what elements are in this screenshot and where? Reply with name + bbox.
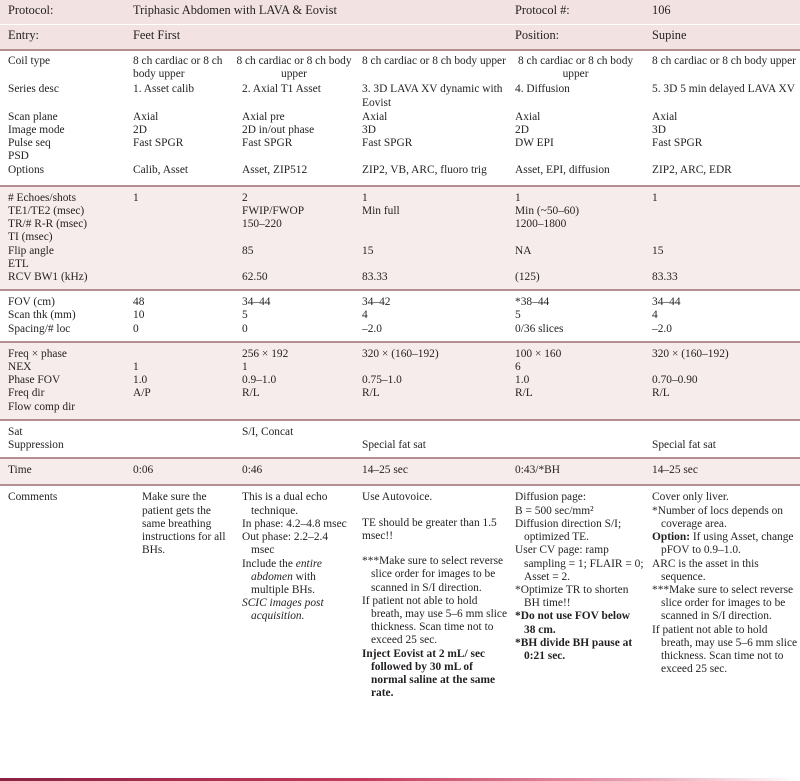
row-te: [0, 205, 800, 218]
cell: 1: [354, 186, 507, 205]
cell: –2.0: [644, 323, 800, 342]
cell: 0:43/*BH: [507, 458, 644, 485]
cell: 83.33: [644, 271, 800, 290]
cell: 0: [234, 323, 354, 342]
comment-text: *Do not use FOV below 38 cm.: [515, 610, 630, 636]
cell: 0.9–1.0: [234, 374, 354, 387]
cell: 5: [234, 309, 354, 322]
cell: 2D in/out phase: [234, 124, 354, 137]
header-row-protocol: [0, 0, 800, 25]
cell: 15: [644, 245, 800, 258]
row-label: RCV BW1 (kHz): [0, 271, 125, 290]
comment-text: If patient not able to hold breath, may use 5–6 mm slice thickness. Scan time not to exceed 25 sec.: [652, 623, 798, 676]
row-etl: [0, 258, 800, 271]
cell: 4: [354, 309, 507, 322]
protocol-name: Triphasic Abdomen with LAVA & Eovist: [125, 0, 507, 25]
cell: Min full: [354, 205, 507, 218]
cell: Calib, Asset: [125, 164, 234, 186]
comment-col-5: [644, 485, 800, 700]
row-label: Image mode: [0, 124, 125, 137]
row-label: Options: [0, 164, 125, 186]
cell: 1: [125, 186, 234, 205]
row-scan-plane: [0, 111, 800, 124]
comment-text: Use Autovoice.: [362, 491, 433, 504]
row-echoes: [0, 186, 800, 205]
cell: Fast SPGR: [644, 137, 800, 150]
row-label: Scan plane: [0, 111, 125, 124]
cell: NA: [507, 245, 644, 258]
entry-label: Entry:: [0, 25, 125, 51]
row-suppression: [0, 439, 800, 458]
comment-text: *Optimize TR to shorten BH time!!: [515, 583, 629, 610]
cell: 8 ch cardiac or 8 ch body upper: [234, 50, 354, 82]
row-freq-phase: [0, 342, 800, 361]
row-ti: [0, 231, 800, 244]
row-comments: [0, 485, 800, 700]
row-label: Series desc: [0, 82, 125, 110]
row-label: Spacing/# loc: [0, 323, 125, 342]
cell: Axial: [507, 111, 644, 124]
comment-col-1: [125, 485, 234, 700]
row-sat: [0, 420, 800, 439]
cell: A/P: [125, 387, 234, 400]
comment-text: [652, 531, 800, 557]
cell: 0.75–1.0: [354, 374, 507, 387]
comment-text: SCIC images post acquisition.: [242, 597, 324, 623]
cell: 34–44: [644, 290, 800, 309]
cell: Asset, EPI, diffusion: [507, 164, 644, 186]
comment-fragment: Include the: [242, 557, 296, 570]
row-label: ETL: [0, 258, 125, 271]
protocol-label: Protocol:: [0, 0, 125, 25]
cell: 1.0: [125, 374, 234, 387]
cell: 8 ch cardiac or 8 ch body upper: [125, 50, 234, 82]
comment-text: In phase: 4.2–4.8 msec: [242, 517, 347, 530]
cell: 2. Axial T1 Asset: [234, 82, 354, 110]
cell: 5. 3D 5 min delayed LAVA XV: [644, 82, 800, 110]
cell: 0/36 slices: [507, 323, 644, 342]
cell: 14–25 sec: [354, 458, 507, 485]
header-row-entry: [0, 25, 800, 51]
row-label: Flip angle: [0, 245, 125, 258]
cell: 1: [125, 361, 234, 374]
comment-text: [242, 558, 354, 598]
cell: 1: [644, 186, 800, 205]
comment-text: B = 500 sec/mm²: [515, 504, 594, 517]
row-spacing: [0, 323, 800, 342]
row-pulse-seq: [0, 137, 800, 150]
cell: 8 ch cardiac or 8 ch body upper: [354, 50, 507, 82]
cell: 2D: [125, 124, 234, 137]
cell: –2.0: [354, 323, 507, 342]
cell: 3D: [354, 124, 507, 137]
cell: 14–25 sec: [644, 458, 800, 485]
cell: FWIP/FWOP: [234, 205, 354, 218]
cell: Axial: [354, 111, 507, 124]
cell: (125): [507, 271, 644, 290]
row-label: TI (msec): [0, 231, 125, 244]
comment-text: Diffusion direction S/I; optimized TE.: [515, 517, 622, 544]
row-label: Pulse seq: [0, 137, 125, 150]
comment-text: Cover only liver.: [652, 491, 729, 504]
row-image-mode: [0, 124, 800, 137]
row-phase-fov: [0, 374, 800, 387]
row-label: Sat: [0, 420, 125, 439]
comment-text: ARC is the asset in this sequence.: [652, 557, 759, 583]
cell: 1. Asset calib: [125, 82, 234, 110]
comment-text: TE should be greater than 1.5 msec!!: [362, 516, 497, 542]
cell: 34–42: [354, 290, 507, 309]
cell: 1: [507, 186, 644, 205]
cell: 256 × 192: [234, 342, 354, 361]
cell: R/L: [354, 387, 507, 400]
protocol-number: 106: [644, 0, 800, 25]
cell: ZIP2, ARC, EDR: [644, 164, 800, 186]
row-rcv-bw: [0, 271, 800, 290]
comment-col-2: [234, 485, 354, 700]
cell: 1200–1800: [507, 218, 644, 231]
cell: Min (~50–60): [507, 205, 644, 218]
cell: Axial pre: [234, 111, 354, 124]
row-scan-thk: [0, 309, 800, 322]
row-series-desc: [0, 82, 800, 110]
row-label: PSD: [0, 150, 125, 163]
cell: 1: [234, 361, 354, 374]
cell: Fast SPGR: [234, 137, 354, 150]
entry-value: Feet First: [125, 25, 507, 51]
cell: 0: [125, 323, 234, 342]
row-fov: [0, 290, 800, 309]
row-label: # Echoes/shots: [0, 186, 125, 205]
comment-fragment: with multiple BHs.: [251, 570, 316, 596]
cell: DW EPI: [507, 137, 644, 150]
cell: 320 × (160–192): [354, 342, 507, 361]
cell: Fast SPGR: [354, 137, 507, 150]
comment-fragment: If using Asset, change pFOV to 0.9–1.0.: [661, 531, 794, 557]
cell: 5: [507, 309, 644, 322]
cell: Special fat sat: [644, 439, 800, 458]
cell: 4: [644, 309, 800, 322]
cell: 1.0: [507, 374, 644, 387]
cell: ZIP2, VB, ARC, fluoro trig: [354, 164, 507, 186]
row-label: NEX: [0, 361, 125, 374]
comment-text: User CV page: ramp sampling = 1; FLAIR = 0; Asset = 2.: [515, 544, 644, 583]
cell: 0:06: [125, 458, 234, 485]
cell: 83.33: [354, 271, 507, 290]
cell: Axial: [644, 111, 800, 124]
row-label: Coil type: [0, 50, 125, 82]
cell: 8 ch cardiac or 8 ch body upper: [644, 50, 800, 82]
comment-col-4: [507, 485, 644, 700]
row-label: Freq dir: [0, 387, 125, 400]
row-label: Time: [0, 458, 125, 485]
row-time: [0, 458, 800, 485]
cell: 3. 3D LAVA XV dynamic with Eovist: [354, 82, 507, 110]
cell: *38–44: [507, 290, 644, 309]
position-value: Supine: [644, 25, 800, 51]
comment-text: Diffusion page:: [515, 491, 587, 504]
cell: R/L: [644, 387, 800, 400]
comment-fragment-italic: entire abdomen: [251, 557, 322, 583]
comment-text: *BH divide BH pause at 0:21 sec.: [515, 636, 633, 662]
cell: 2: [234, 186, 354, 205]
row-label: TE1/TE2 (msec): [0, 205, 125, 218]
cell: 3D: [644, 124, 800, 137]
comment-text: If patient not able to hold breath, may use 5–6 mm slice thickness. Scan time not to exceed 25 sec.: [362, 594, 508, 647]
cell: 150–220: [234, 218, 354, 231]
cell: Asset, ZIP512: [234, 164, 354, 186]
row-options: [0, 164, 800, 186]
cell: 2D: [507, 124, 644, 137]
row-label: Comments: [0, 485, 125, 700]
cell: 48: [125, 290, 234, 309]
comment-text: Inject Eovist at 2 mL/ sec followed by 30 mL of normal saline at the same rate.: [362, 647, 496, 700]
row-label: FOV (cm): [0, 290, 125, 309]
comment-text: Make sure the patient gets the same breathing instructions for all BHs.: [142, 491, 226, 557]
cell: R/L: [507, 387, 644, 400]
cell: 8 ch cardiac or 8 ch body upper: [507, 50, 644, 82]
comment-text: ***Make sure to select reverse slice order for images to be scanned in S/I direction.: [652, 583, 794, 623]
row-tr: [0, 218, 800, 231]
row-label: Freq × phase: [0, 342, 125, 361]
cell: 0:46: [234, 458, 354, 485]
cell: R/L: [234, 387, 354, 400]
comment-text: ***Make sure to select reverse slice order for images to be scanned in S/I direction.: [362, 555, 504, 594]
protocol-number-label: Protocol #:: [507, 0, 644, 25]
cell: 320 × (160–192): [644, 342, 800, 361]
cell: Axial: [125, 111, 234, 124]
cell: 0.70–0.90: [644, 374, 800, 387]
position-label: Position:: [507, 25, 644, 51]
row-label: Suppression: [0, 439, 125, 458]
cell: Fast SPGR: [125, 137, 234, 150]
row-psd: [0, 150, 800, 163]
comment-text: *Number of locs depends on coverage area.: [652, 504, 783, 530]
cell: 15: [354, 245, 507, 258]
row-coil-type: [0, 50, 800, 82]
comment-fragment-bold: Option:: [652, 531, 691, 544]
row-flip-angle: [0, 245, 800, 258]
cell: 4. Diffusion: [507, 82, 644, 110]
comment-text: Out phase: 2.2–2.4 msec: [242, 531, 329, 557]
row-label: Flow comp dir: [0, 401, 125, 420]
cell: 85: [234, 245, 354, 258]
cell: S/I, Concat: [234, 420, 354, 439]
cell: 10: [125, 309, 234, 322]
row-label: Scan thk (mm): [0, 309, 125, 322]
row-label: Phase FOV: [0, 374, 125, 387]
comment-text: This is a dual echo technique.: [242, 491, 328, 517]
cell: 100 × 160: [507, 342, 644, 361]
row-nex: [0, 361, 800, 374]
cell: Special fat sat: [354, 439, 507, 458]
row-label: TR/# R-R (msec): [0, 218, 125, 231]
row-freq-dir: [0, 387, 800, 400]
row-flow-comp: [0, 401, 800, 420]
comment-col-3: [354, 485, 507, 700]
cell: 62.50: [234, 271, 354, 290]
cell: 34–44: [234, 290, 354, 309]
cell: 6: [507, 361, 644, 374]
